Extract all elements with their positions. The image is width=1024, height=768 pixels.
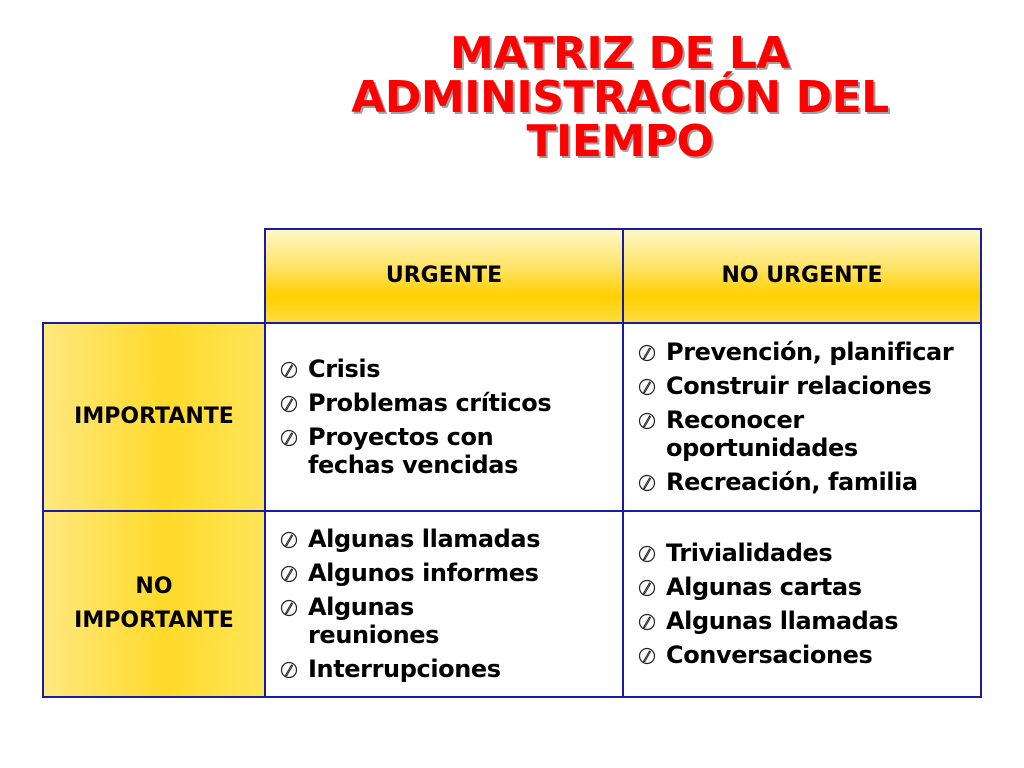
row-header-importante <box>44 324 264 510</box>
list-item-line: Algunas llamadas <box>308 525 541 553</box>
row-header-no-importante <box>44 512 264 696</box>
pencil-bullet-icon <box>280 361 298 379</box>
list-item-text <box>308 389 622 417</box>
list-item-text <box>666 468 980 496</box>
list-item-line: Problemas críticos <box>308 389 552 417</box>
list-item-line: Recreación, familia <box>666 468 918 496</box>
list-item <box>280 559 622 587</box>
list-item-line: oportunidades <box>666 434 858 462</box>
list-item <box>638 539 980 567</box>
row-header-line: IMPORTANTE <box>74 608 234 633</box>
list-item-text <box>666 573 980 601</box>
list-item-line: Proyectos con <box>308 423 494 451</box>
row-header-label <box>74 400 234 434</box>
pencil-bullet-icon <box>638 474 656 492</box>
cell-importante-urgente <box>266 324 622 510</box>
list-item <box>638 468 980 496</box>
list-item <box>638 573 980 601</box>
list-item-line: Reconocer <box>666 406 804 434</box>
row-header-label <box>74 570 234 638</box>
list-item-line: Prevención, planificar <box>666 338 954 366</box>
list-item-line: Algunos informes <box>308 559 539 587</box>
list-item-line: Construir relaciones <box>666 372 932 400</box>
title-line-2: ADMINISTRACIÓN DEL <box>351 72 889 123</box>
list-item-text <box>666 372 980 400</box>
grid-line <box>980 228 982 698</box>
list-item-text <box>308 655 622 683</box>
grid-line <box>264 228 266 698</box>
list-item <box>280 423 622 479</box>
list-item-text <box>308 355 622 383</box>
pencil-bullet-icon <box>638 378 656 396</box>
list-item-text <box>308 525 622 553</box>
list-item-text <box>308 559 622 587</box>
cell-no-importante-no-urgente <box>624 512 980 696</box>
pencil-bullet-icon <box>638 613 656 631</box>
pencil-bullet-icon <box>638 647 656 665</box>
pencil-bullet-icon <box>638 412 656 430</box>
grid-line <box>622 228 624 698</box>
column-header-no-urgente: NO URGENTE <box>624 229 980 322</box>
list-item-line: Conversaciones <box>666 641 873 669</box>
list-item <box>638 607 980 635</box>
grid-line <box>42 322 44 698</box>
list-item-text <box>666 338 980 366</box>
list-item-text <box>666 641 980 669</box>
list-item <box>280 593 622 649</box>
cell-importante-no-urgente <box>624 324 980 510</box>
list-item <box>638 406 980 462</box>
list-item-text <box>308 423 622 479</box>
pencil-bullet-icon <box>280 429 298 447</box>
grid-line <box>42 322 982 324</box>
grid-line <box>42 696 982 698</box>
grid-line <box>42 510 982 512</box>
list-item-line: Interrupciones <box>308 655 501 683</box>
title-line-1: MATRIZ DE LA <box>450 28 790 79</box>
pencil-bullet-icon <box>638 579 656 597</box>
list-item <box>280 355 622 383</box>
list-item <box>638 641 980 669</box>
list-item-text <box>666 406 980 462</box>
row-header-line: IMPORTANTE <box>74 404 234 429</box>
row-header-line: NO <box>135 574 173 599</box>
list-item-text <box>308 593 622 649</box>
pencil-bullet-icon <box>280 599 298 617</box>
list-item-text <box>666 607 980 635</box>
list-item <box>280 655 622 683</box>
pencil-bullet-icon <box>280 531 298 549</box>
list-item-line: Crisis <box>308 355 381 383</box>
pencil-bullet-icon <box>280 565 298 583</box>
list-item-line: Algunas <box>308 593 414 621</box>
list-item-line: Algunas llamadas <box>666 607 899 635</box>
pencil-bullet-icon <box>280 661 298 679</box>
list-item <box>638 372 980 400</box>
list-item <box>638 338 980 366</box>
column-header-urgente: URGENTE <box>266 229 622 322</box>
slide-title <box>300 28 940 167</box>
list-item-text <box>666 539 980 567</box>
title-line-3: TIEMPO <box>526 116 714 167</box>
pencil-bullet-icon <box>280 395 298 413</box>
pencil-bullet-icon <box>638 545 656 563</box>
pencil-bullet-icon <box>638 344 656 362</box>
list-item-line: Algunas cartas <box>666 573 862 601</box>
cell-no-importante-urgente <box>266 512 622 696</box>
list-item-line: fechas vencidas <box>308 451 518 479</box>
list-item-line: Trivialidades <box>666 539 833 567</box>
list-item-line: reuniones <box>308 621 440 649</box>
list-item <box>280 389 622 417</box>
list-item <box>280 525 622 553</box>
